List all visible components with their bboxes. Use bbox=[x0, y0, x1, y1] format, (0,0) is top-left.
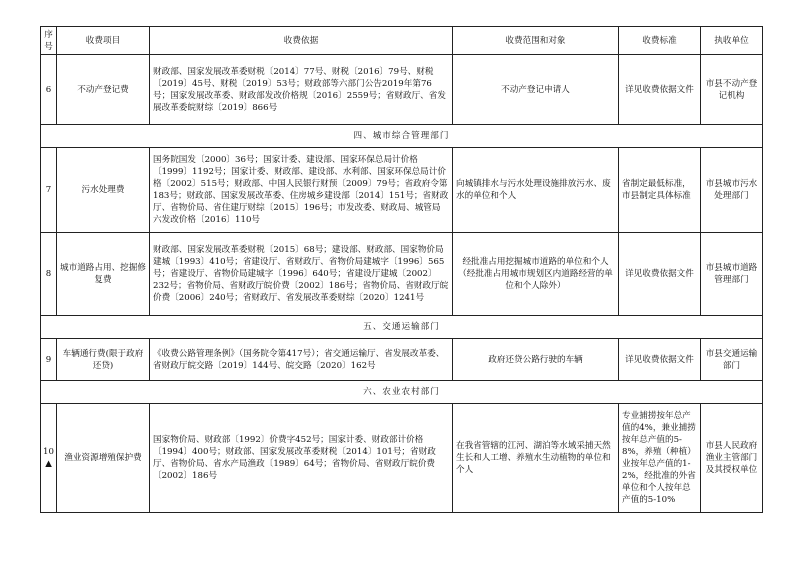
row-standard: 详见收费依据文件 bbox=[619, 55, 701, 125]
row-item: 渔业资源增殖保护费 bbox=[57, 404, 150, 513]
section-title: 五、交通运输部门 bbox=[41, 316, 763, 339]
table-row bbox=[41, 339, 763, 381]
section-row bbox=[41, 381, 763, 404]
row-standard: 详见收费依据文件 bbox=[619, 233, 701, 316]
table-row bbox=[41, 148, 763, 233]
row-seq: 9 bbox=[41, 339, 57, 381]
section-row bbox=[41, 316, 763, 339]
row-standard: 专业捕捞按年总产值的4%，兼业捕捞按年总产值的5-8%，养殖（种植）业按年总产值的1-2%，经批准的外省单位和个人按年总产值的5-10% bbox=[619, 404, 701, 513]
row-item: 污水处理费 bbox=[57, 148, 150, 233]
row-item: 城市道路占用、挖掘修复费 bbox=[57, 233, 150, 316]
section-title: 六、农业农村部门 bbox=[41, 381, 763, 404]
row-item: 不动产登记费 bbox=[57, 55, 150, 125]
row-seq: 8 bbox=[41, 233, 57, 316]
table-row bbox=[41, 55, 763, 125]
row-scope: 不动产登记申请人 bbox=[453, 55, 619, 125]
row-scope: 在我省管辖的江河、湖泊等水域采捕天然生长和人工增、养殖水生动植物的单位和个人 bbox=[453, 404, 619, 513]
table-row bbox=[41, 233, 763, 316]
header-standard: 收费标准 bbox=[619, 27, 701, 55]
header-scope: 收费范围和对象 bbox=[453, 27, 619, 55]
row-scope: 经批准占用挖掘城市道路的单位和个人（经批准占用城市规划区内道路经营的单位和个人除外） bbox=[453, 233, 619, 316]
row-scope: 向城镇排水与污水处理设施排放污水、废水的单位和个人 bbox=[453, 148, 619, 233]
section-row bbox=[41, 125, 763, 148]
header-basis: 收费依据 bbox=[150, 27, 453, 55]
row-seq bbox=[41, 404, 57, 513]
row-seq: 6 bbox=[41, 55, 57, 125]
row-unit: 市县城市污水处理部门 bbox=[701, 148, 763, 233]
triangle-mark-icon: ▲ bbox=[45, 459, 52, 469]
row-unit: 市县城市道路管理部门 bbox=[701, 233, 763, 316]
row-basis: 国务院国发〔2000〕36号；国家计委、建设部、国家环保总局计价格〔1999〕1192号；国家计委、财政部、建设部、水利部、国家环保总局计价格〔2002〕515号；财政部、中国人民银行财预〔2009〕79号；省政府令第183号；财政部、国家发展改革委、住房城乡建设部〔2014〕151号；省财政厅、省物价局、省住建厅财综〔2015〕196号；市发改委、财政局、城管局六发改价格〔2016〕110号 bbox=[150, 148, 453, 233]
header-item: 收费项目 bbox=[57, 27, 150, 55]
section-title: 四、城市综合管理部门 bbox=[41, 125, 763, 148]
row-item: 车辆通行费(限于政府还贷) bbox=[57, 339, 150, 381]
row-basis: 财政部、国家发展改革委财税〔2014〕77号、财税〔2016〕79号、财税〔2019〕45号、财税〔2019〕53号；财政部等六部门公告2019年第76号；国家发展改革委、财政部发改价格规〔2016〕2559号；省财政厅、省发展改革委皖财综〔2019〕866号 bbox=[150, 55, 453, 125]
row-basis: 《收费公路管理条例》（国务院令第417号）；省交通运输厅、省发展改革委、省财政厅皖交路〔2019〕144号、皖交路〔2020〕162号 bbox=[150, 339, 453, 381]
row-seq: 7 bbox=[41, 148, 57, 233]
row-seq-number: 10 bbox=[43, 447, 54, 457]
row-unit: 市县交通运输部门 bbox=[701, 339, 763, 381]
header-seq: 序号 bbox=[41, 27, 57, 55]
row-basis: 国家物价局、财政部〔1992〕价费字452号；国家计委、财政部计价格〔1994〕400号；财政部、国家发展改革委财税〔2014〕101号；省财政厅、省物价局、省水产局渔政〔1989〕64号；省物价局、省财政厅皖价费〔2002〕186号 bbox=[150, 404, 453, 513]
row-scope: 政府还贷公路行驶的车辆 bbox=[453, 339, 619, 381]
header-unit: 执收单位 bbox=[701, 27, 763, 55]
row-unit: 市县人民政府渔业主管部门及其授权单位 bbox=[701, 404, 763, 513]
table-row bbox=[41, 404, 763, 513]
row-unit: 市县不动产登记机构 bbox=[701, 55, 763, 125]
row-standard: 详见收费依据文件 bbox=[619, 339, 701, 381]
table-header-row bbox=[41, 27, 763, 55]
fee-table bbox=[40, 26, 763, 513]
row-basis: 财政部、国家发展改革委财税〔2015〕68号；建设部、财政部、国家物价局建城〔1993〕410号；省建设厅、省财政厅、省物价局建城字〔1996〕565号；省建设厅、省物价局建城字〔1996〕640号；省建设厅建城〔2002〕232号；省物价局、省财政厅皖价费〔2002〕186号；省物价局、省财政厅皖价费〔2006〕240号；省财政厅、省发展改革委财综〔2020〕1241号 bbox=[150, 233, 453, 316]
row-standard: 省制定最低标准，市县制定具体标准 bbox=[619, 148, 701, 233]
